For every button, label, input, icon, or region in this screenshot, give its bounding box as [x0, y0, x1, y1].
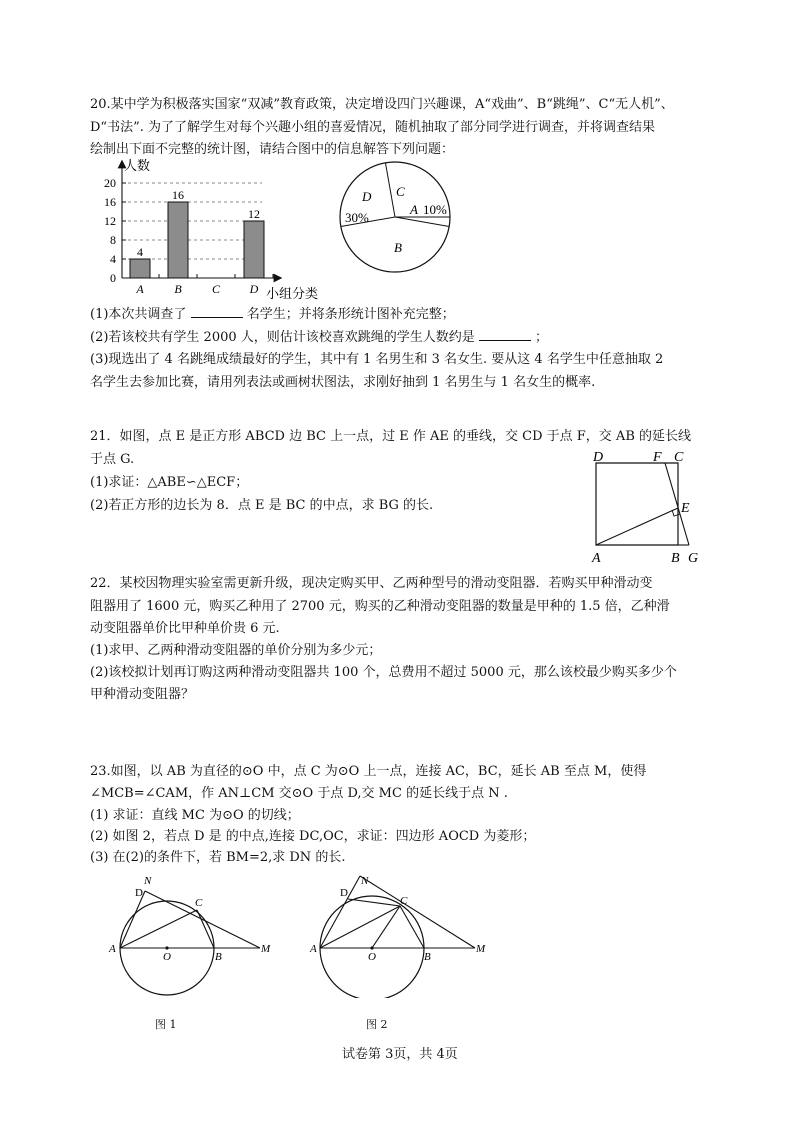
q23-figure-1 — [100, 868, 280, 998]
fig2-label-n: N — [361, 875, 369, 887]
q21-label-f: F — [653, 450, 662, 465]
q23-line-5: (3) 在(2)的条件下，若 BM=2,求 DN 的长. — [90, 850, 346, 865]
q21-line-1: 21．如图，点 E 是正方形 ABCD 边 BC 上一点，过 E 作 AE 的垂线，交 CD 于点 F，交 AB 的延长线 — [90, 429, 692, 444]
fig1-label-c: C — [195, 897, 203, 909]
bar-xlabel: 小组分类 — [266, 286, 319, 301]
pie-slice-boundary — [385, 163, 395, 217]
bar-data-label: 12 — [248, 207, 260, 221]
y-tick-label: 16 — [104, 195, 116, 209]
bar-chart — [88, 156, 328, 304]
bar-ylabel: 人数 — [124, 158, 151, 173]
fig2-label-b: B — [424, 951, 431, 963]
q20-sub1-text-b: 名学生；并将条形统计图补充完整； — [246, 307, 455, 322]
bar-marks — [130, 188, 273, 296]
bar-A — [130, 259, 150, 278]
q20-line-1: 20.某中学为积极落实国家“双减”教育政策，决定增设四门兴趣课，A“戏曲”、B“跳绳”、C“无人机”、 — [90, 97, 674, 112]
pie-percent-label: 30% — [345, 210, 369, 225]
category-label: D — [249, 282, 259, 296]
fig1-caption: 图 1 — [155, 1018, 177, 1031]
fig2-label-o: O — [368, 951, 376, 963]
fig1-label-n: N — [144, 875, 152, 887]
pie-label-D: D — [362, 189, 372, 204]
y-tick-label: 0 — [110, 271, 116, 285]
q21-line-3: (1)求证：△ABE∽△ECF； — [90, 475, 249, 490]
q20-line-2: D“书法”. 为了了解学生对每个兴趣小组的喜爱情况，随机抽取了部分同学进行调查，并将调查结果 — [90, 120, 655, 135]
fig1-label-m: M — [261, 943, 271, 955]
y-tick-label: 4 — [110, 252, 116, 266]
q22-line-2: 阻器用了 1600 元，购买乙种用了 2700 元，购买的乙种滑动变阻器的数量是甲种的 1.5 倍，乙种滑 — [90, 599, 670, 614]
q20-sub2-text: (2)若该校共有学生 2000 人，则估计该校喜欢跳绳的学生人数约是 — [90, 330, 475, 345]
fig2-caption: 图 2 — [366, 1018, 388, 1031]
q22-line-3: 动变阻器单价比甲种单价贵 6 元. — [90, 621, 280, 636]
pie-chart — [330, 160, 465, 280]
q23-line-4: (2) 如图 2，若点 D 是 的中点,连接 DC,OC，求证：四边形 AOCD 为菱形； — [90, 829, 536, 844]
q21-line-4: (2)若正方形的边长为 8．点 E 是 BC 的中点，求 BG 的长. — [90, 498, 434, 513]
y-tick-label: 20 — [104, 176, 116, 190]
fig2-label-d: D — [340, 887, 348, 899]
q21-label-d: D — [593, 450, 604, 465]
page-footer: 试卷第 3页，共 4页 — [342, 1047, 458, 1062]
answer-blank-1[interactable] — [191, 305, 243, 318]
q21-label-b: B — [671, 551, 680, 566]
q21-label-a: A — [592, 551, 601, 566]
q20-sub2-text-b: ； — [535, 330, 549, 345]
q21-figure — [586, 446, 706, 568]
q22-line-5: (2)该校拟计划再订购这两种滑动变阻器共 100 个，总费用不超过 5000 元，那么该校最少购买多少个 — [90, 665, 677, 680]
bar-B — [168, 202, 188, 278]
q21-label-c: C — [674, 450, 684, 465]
q20-sub3-line-1: (3)现选出了 4 名跳绳成绩最好的学生，其中有 1 名男生和 3 名女生. 要从这 4 名学生中任意抽取 2 — [90, 352, 664, 367]
y-tick-label: 12 — [104, 214, 116, 228]
fig2-label-c: C — [400, 895, 408, 907]
q21-line-2: 于点 G. — [90, 452, 135, 467]
y-tick-label: 8 — [110, 233, 116, 247]
q20-sub3-line-2: 名学生去参加比赛，请用列表法或画树状图法，求刚好抽到 1 名男生与 1 名女生的概率. — [90, 375, 596, 390]
pie-label-A: A — [410, 202, 418, 217]
q20-line-3: 绘制出下面不完整的统计图，请结合图中的信息解答下列问题： — [90, 142, 455, 157]
fig2-label-m: M — [476, 943, 486, 955]
q23-line-3: (1) 求证：直线 MC 为⊙O 的切线； — [90, 808, 300, 823]
answer-blank-2[interactable] — [479, 328, 531, 341]
category-label: B — [174, 282, 182, 296]
q20-sub1 — [90, 305, 455, 324]
pie-percent-label: 10% — [423, 202, 447, 217]
q23-line-2: ∠MCB=∠CAM，作 AN⊥CM 交⊙O 于点 D,交 MC 的延长线于点 N . — [90, 786, 508, 801]
q22-line-1: 22．某校因物理实验室需更新升级，现决定购买甲、乙两种型号的滑动变阻器．若购买甲种滑动变 — [90, 576, 653, 591]
q22-line-4: (1)求甲、乙两种滑动变阻器的单价分别为多少元； — [90, 643, 382, 658]
q20-sub1-text: (1)本次共调查了 — [90, 307, 187, 322]
pie-label-C: C — [396, 184, 405, 199]
q22-line-6: 甲种滑动变阻器？ — [90, 687, 195, 702]
fig2-label-a: A — [310, 943, 317, 955]
fig1-label-b: B — [215, 951, 222, 963]
category-label: C — [211, 282, 221, 296]
fig1-label-o: O — [163, 951, 171, 963]
pie-marks — [340, 162, 450, 272]
bar-data-label: 16 — [172, 188, 184, 202]
pie-slice-boundary — [395, 217, 449, 227]
q23-line-1: 23.如图，以 AB 为直径的⊙O 中，点 C 为⊙O 上一点，连接 AC，BC，延长 AB 至点 M，使得 — [90, 764, 647, 779]
fig1-label-d: D — [135, 887, 143, 899]
q23-figure-2 — [300, 868, 490, 998]
q21-label-e: E — [681, 501, 690, 516]
category-label: A — [136, 282, 144, 296]
fig1-label-a: A — [109, 943, 116, 955]
q21-label-g: G — [688, 551, 699, 566]
pie-label-B: B — [394, 240, 402, 255]
q20-sub2 — [90, 328, 548, 347]
bar-data-label: 4 — [137, 245, 143, 259]
bar-D — [244, 221, 264, 278]
